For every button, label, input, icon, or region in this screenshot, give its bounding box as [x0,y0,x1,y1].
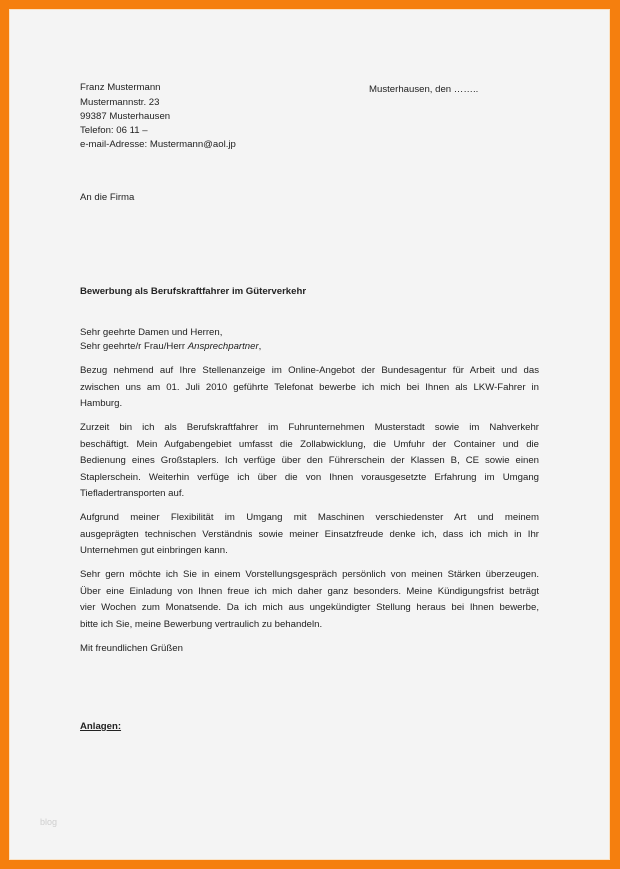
salutation-prefix: Sehr geehrte/r Frau/Herr [80,341,188,352]
paragraph-line: Bedienung eines Großstaplers. Ich verfüge über den Führerschein der Klassen B, CE sowie einen [80,455,539,467]
paragraph-interview [80,567,539,633]
salutation-line-1: Sehr geehrte Damen und Herren, [80,327,223,338]
paragraph-line: zwischen uns am 01. Juli 2010 geführte Telefonat bewerbe ich mich bei Ihnen als LKW-Fahrer in [80,381,539,393]
paragraph-line: beschäftigt. Mein Aufgabengebiet umfasst die Zollabwicklung, die Umfuhr der Container und die [80,438,539,450]
attachments-heading: Anlagen: [80,721,122,732]
letter-page [9,9,610,860]
sender-email: e-mail-Adresse: Mustermann@aol.jp [80,139,236,150]
paragraph-line: Aufgrund meiner Flexibilität im Umgang mit Maschinen verschiedenster Art und meinem [80,512,539,523]
paragraph-line: Bezug nehmend auf Ihre Stellenanzeige im Online-Angebot der Bundesagentur für Arbeit und das [80,365,539,376]
paragraph-line: bitte ich Sie, meine Bewerbung vertraulich zu behandeln. [80,618,323,630]
salutation-line-2 [80,339,261,355]
paragraph-line: ausgeprägten technischen Verständnis sowie meiner Einsatzfreude denke ich, dass ich mich in Ihr [80,528,539,540]
paragraph-line: Tiefladertransporten auf. [80,488,185,500]
watermark: blog [40,817,58,827]
sender-city: 99387 Musterhausen [80,111,171,122]
paragraph-line: Über eine Einladung von Ihnen freue ich mich daher ganz besonders. Meine Kündigungsfrist beträgt [80,585,539,597]
paragraph-line: Sehr gern möchte ich Sie in einem Vorstellungsgespräch persönlich von meinen Stärken überzeugen. [80,569,539,580]
place-date: Musterhausen, den …….. [369,84,479,95]
paragraph-line: Zurzeit bin ich als Berufskraftfahrer im Fuhrunternehmen Musterstadt sowie im Nahverkehr [80,422,539,433]
paragraph-line: Hamburg. [80,398,123,410]
sender-street: Mustermannstr. 23 [80,97,160,108]
salutation-suffix: , [258,341,262,352]
paragraph-experience [80,420,539,503]
contact-person-placeholder: Ansprechpartner [187,341,259,352]
subject-line: Bewerbung als Berufskraftfahrer im Güterverkehr [80,286,307,297]
recipient: An die Firma [80,192,135,203]
paragraph-skills [80,510,539,560]
paragraph-reference [80,363,539,413]
paragraph-line: Unternehmen gut einbringen kann. [80,545,228,557]
sender-name: Franz Mustermann [80,82,161,93]
paragraph-line: vier Wochen zum Monatsende. Da ich mich aus ungekündigter Stellung heraus bei Ihnen bewerbe, [80,602,539,614]
sender-phone: Telefon: 06 11 – [80,125,148,136]
closing: Mit freundlichen Grüßen [80,643,183,654]
paragraph-line: Staplerschein. Weiterhin verfüge ich über die von Ihnen vorausgesetzte Erfahrung im Umgang [80,471,539,483]
